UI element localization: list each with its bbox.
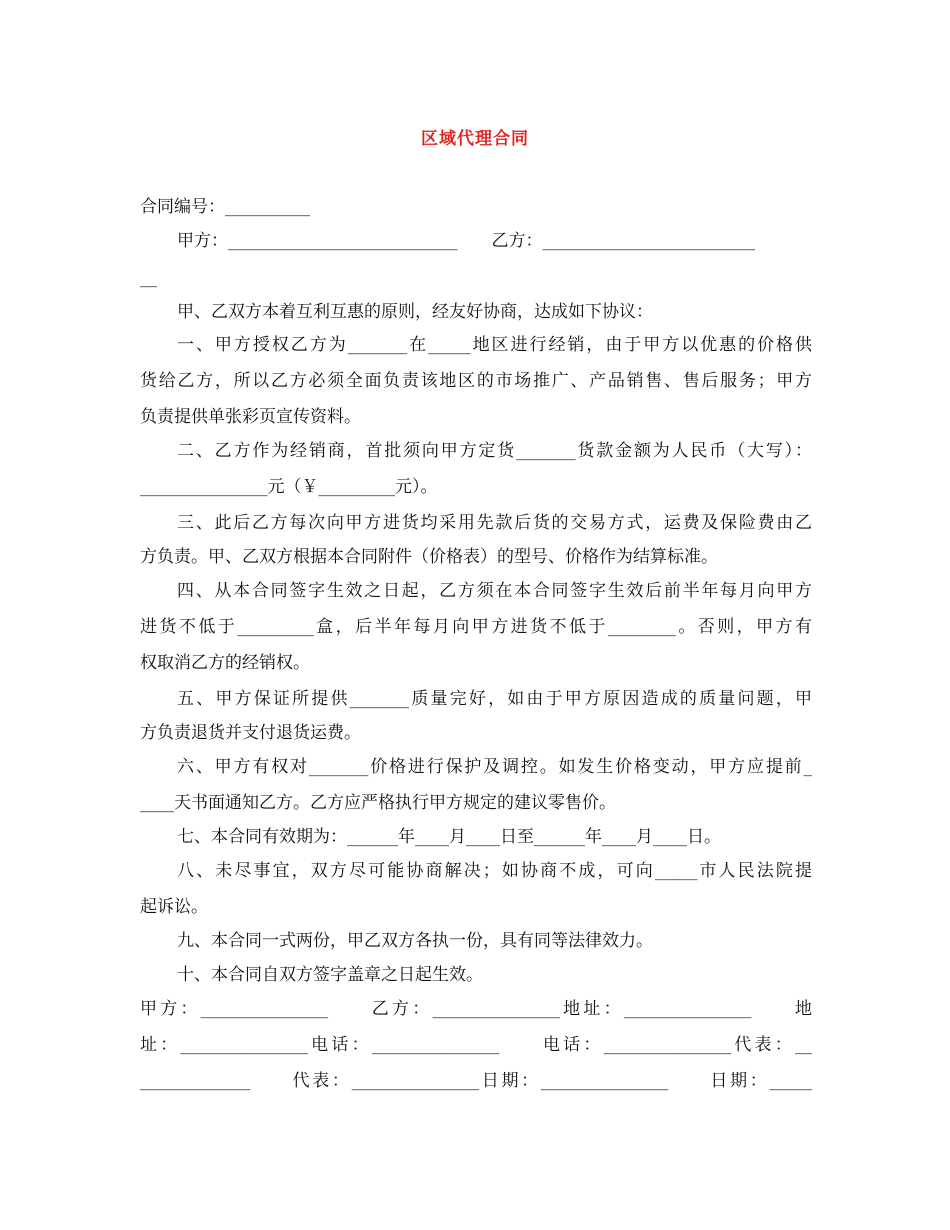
clause-2-line-1: 二、乙方作为经销商，首批须向甲方定货_______货款金额为人民币（大写）： (177, 441, 812, 461)
clause-1-line-2: 货给乙方，所以乙方必须全面负责该地区的市场推广、产品销售、售后服务；甲方 (140, 371, 812, 391)
signature-block-line-3: _____________ 代表：_______________日期：_______________ 日期：_____ (140, 1071, 812, 1091)
clause-3-line-1: 三、此后乙方每次向甲方进货均采用先款后货的交易方式，运费及保险费由乙 (177, 513, 812, 533)
clause-1-line-3: 负责提供单张彩页宣传资料。 (140, 407, 361, 427)
clause-5-line-1: 五、甲方保证所提供_______质量完好，如由于甲方原因造成的质量问题，甲 (177, 689, 812, 709)
clause-2-line-2: _______________元（￥_________元）。 (140, 477, 438, 497)
clause-8-line-1: 八、未尽事宜，双方尽可能协商解决；如协商不成，可向_____市人民法院提 (177, 861, 812, 881)
contract-number-line: 合同编号：__________ (140, 197, 310, 217)
party-line-continuation: __ (140, 268, 157, 288)
clause-9: 九、本合同一式两份，甲乙双方各执一份，具有同等法律效力。 (177, 931, 653, 951)
document-title: 区域代理合同 (421, 129, 529, 149)
clause-4-line-3: 权取消乙方的经销权。 (140, 653, 310, 673)
clause-1-line-1: 一、甲方授权乙方为_______在_____地区进行经销，由于甲方以优惠的价格供 (177, 335, 812, 355)
clause-6-line-1: 六、甲方有权对_______价格进行保护及调控。如发生价格变动，甲方应提前_ (177, 757, 812, 777)
clause-3-line-2: 方负责。甲、乙双方根据本合同附件（价格表）的型号、价格作为结算标准。 (140, 547, 718, 567)
clause-4-line-1: 四、从本合同签字生效之日起，乙方须在本合同签字生效后前半年每月向甲方 (177, 581, 812, 601)
signature-block-line-2: 址：_______________电话：_______________ 电话：_______________代表：__ (140, 1035, 812, 1055)
clause-5-line-2: 方负责退货并支付退货运费。 (140, 723, 361, 743)
clause-4-line-2: 进货不低于_________盒，后半年每月向甲方进货不低于________。否则，甲方有 (140, 617, 812, 637)
clause-10: 十、本合同自双方签字盖章之日起生效。 (177, 965, 483, 985)
clause-6-line-2: ____天书面通知乙方。乙方应严格执行甲方规定的建议零售价。 (140, 793, 616, 813)
clause-7: 七、本合同有效期为：______年____月____日至______年____月____日。 (177, 827, 721, 847)
party-line: 甲方：___________________________ 乙方：_________________________ (177, 231, 755, 251)
preamble-paragraph: 甲、乙双方本着互利互惠的原则，经友好协商，达成如下协议： (177, 302, 653, 322)
signature-block-line-1: 甲方：_______________ 乙方：_______________地址：_______________ 地 (140, 999, 812, 1019)
clause-8-line-2: 起诉讼。 (140, 897, 208, 917)
